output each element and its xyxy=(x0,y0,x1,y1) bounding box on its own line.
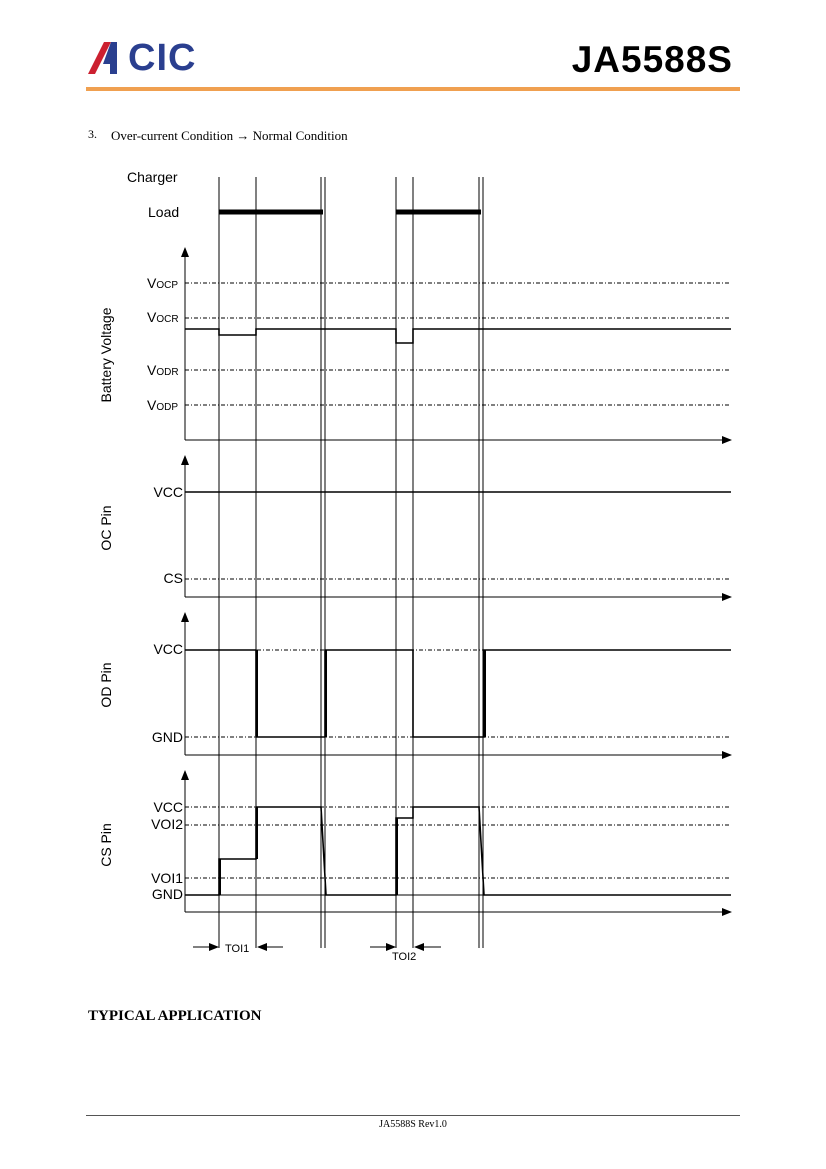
load-label: Load xyxy=(148,204,180,220)
cs-voi2-label: VOI2 xyxy=(151,816,183,832)
oc-cs-label: CS xyxy=(163,570,183,586)
toi1-label: TOI1 xyxy=(225,943,250,955)
oc-pin-axis-label: OC Pin xyxy=(98,505,114,551)
document-title: JA5588S xyxy=(571,39,733,80)
section-title: Over-current Condition → Normal Condition xyxy=(111,128,348,143)
charger-label: Charger xyxy=(127,169,178,185)
timing-markers xyxy=(219,177,483,948)
vocp-label: VOCP xyxy=(147,275,179,291)
od-vcc-label: VCC xyxy=(153,641,183,657)
vodr-label: VODR xyxy=(147,362,179,378)
toi2-label: TOI2 xyxy=(392,951,417,963)
section-number: 3. xyxy=(88,127,97,141)
od-gnd-label: GND xyxy=(151,729,183,745)
cs-vcc-label: VCC xyxy=(153,799,183,815)
cs-voi1-label: VOI1 xyxy=(151,870,183,886)
footer-rule xyxy=(86,1115,740,1116)
od-pin-axis-label: OD Pin xyxy=(98,662,114,708)
oc-vcc-label: VCC xyxy=(153,484,183,500)
battery-voltage-axis-label: Battery Voltage xyxy=(98,307,114,403)
cs-gnd-label: GND xyxy=(151,886,183,902)
od-pin-waveform xyxy=(185,650,731,737)
cs-pin-axis-label: CS Pin xyxy=(98,823,114,867)
typical-application-heading: TYPICAL APPLICATION xyxy=(88,1008,262,1024)
vocr-label: VOCR xyxy=(147,309,179,325)
vodp-label: VODP xyxy=(147,397,179,413)
footer-text: JA5588S Rev1.0 xyxy=(379,1119,447,1130)
battery-voltage-waveform xyxy=(185,329,731,343)
logo-text: CIC xyxy=(128,37,197,79)
cs-pin-waveform-1 xyxy=(185,807,731,895)
